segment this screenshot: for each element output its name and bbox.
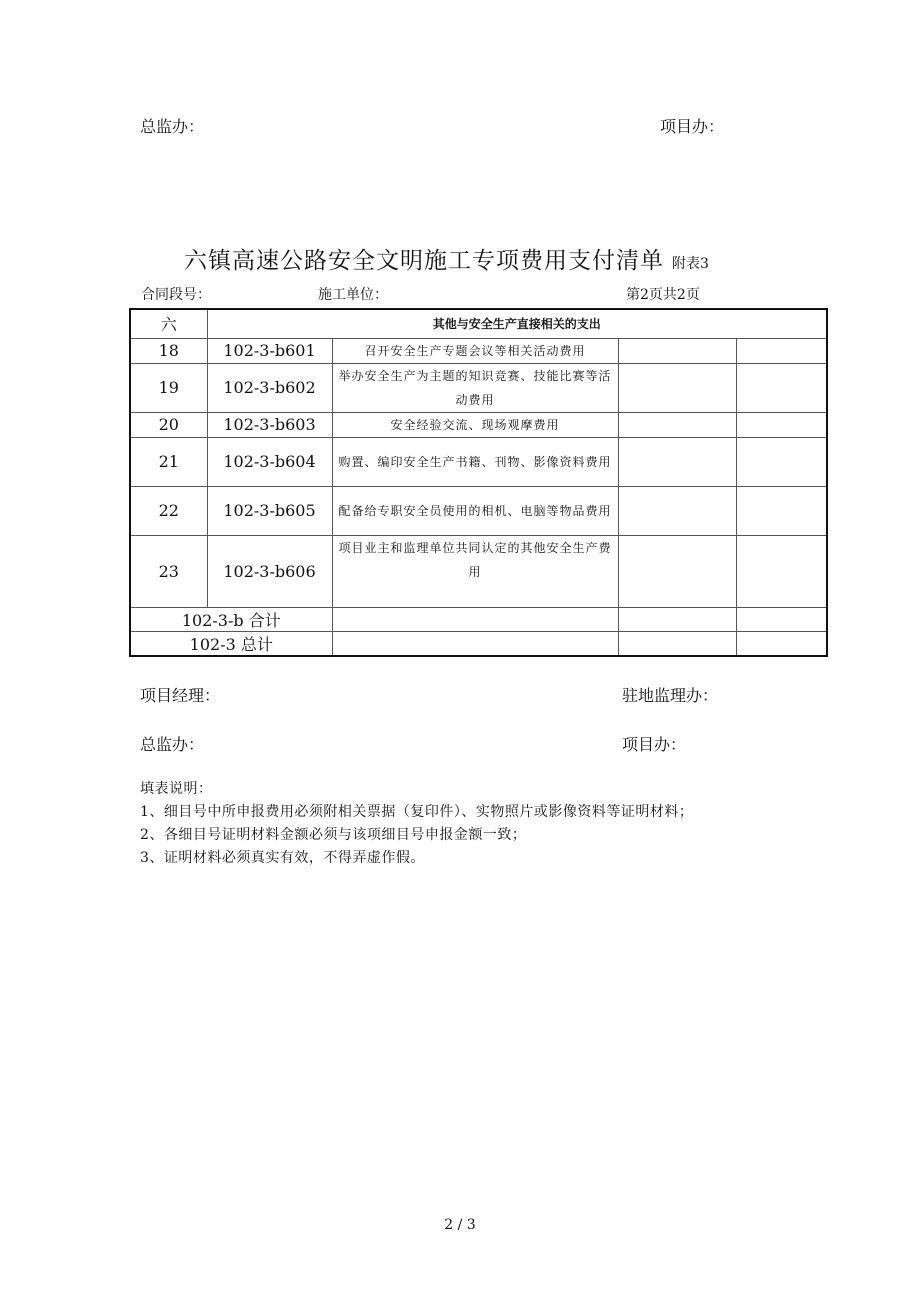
grand-total-label: 102-3 总计 bbox=[130, 631, 332, 656]
project-manager-label: 项目经理： bbox=[140, 686, 221, 705]
table-row bbox=[130, 486, 827, 535]
table-row bbox=[130, 338, 827, 363]
grand-total-remark-cell[interactable] bbox=[736, 631, 827, 656]
section-title: 其他与安全生产直接相关的支出 bbox=[207, 309, 827, 338]
item-code: 102-3-b601 bbox=[207, 338, 332, 363]
table-row bbox=[130, 412, 827, 437]
contract-section-label: 合同段号： bbox=[141, 287, 211, 303]
row-number: 21 bbox=[130, 437, 207, 486]
subtotal-row bbox=[130, 607, 827, 631]
note-item: 2、各细目号证明材料金额必须与该项细目号申报金额一致； bbox=[140, 827, 527, 843]
amount-cell[interactable] bbox=[618, 363, 736, 412]
title-attachment: 附表3 bbox=[672, 256, 709, 272]
section-number: 六 bbox=[130, 309, 207, 338]
resident-supervisor-label: 驻地监理办： bbox=[622, 686, 719, 705]
item-code: 102-3-b605 bbox=[207, 486, 332, 535]
amount-cell[interactable] bbox=[618, 338, 736, 363]
amount-cell[interactable] bbox=[618, 412, 736, 437]
project-office-label: 项目办： bbox=[622, 735, 687, 754]
amount-cell[interactable] bbox=[618, 535, 736, 607]
item-description: 配备给专职安全员使用的相机、电脑等物品费用 bbox=[332, 486, 618, 535]
section-header-row bbox=[130, 309, 827, 338]
amount-cell[interactable] bbox=[618, 437, 736, 486]
row-number: 19 bbox=[130, 363, 207, 412]
fill-instructions bbox=[140, 778, 693, 870]
page-footer: 2 / 3 bbox=[444, 1217, 476, 1233]
amount-cell[interactable] bbox=[618, 486, 736, 535]
item-code: 102-3-b604 bbox=[207, 437, 332, 486]
note-item: 1、细目号中所申报费用必须附相关票据（复印件）、实物照片或影像资料等证明材料； bbox=[140, 804, 694, 820]
item-code: 102-3-b602 bbox=[207, 363, 332, 412]
row-number: 18 bbox=[130, 338, 207, 363]
item-code: 102-3-b603 bbox=[207, 412, 332, 437]
subtotal-amount-cell[interactable] bbox=[618, 607, 736, 631]
row-number: 23 bbox=[130, 535, 207, 607]
item-description: 举办安全生产为主题的知识竞赛、技能比赛等活动费用 bbox=[332, 363, 618, 412]
remark-cell[interactable] bbox=[736, 412, 827, 437]
remark-cell[interactable] bbox=[736, 535, 827, 607]
table-row bbox=[130, 437, 827, 486]
remark-cell[interactable] bbox=[736, 338, 827, 363]
remark-cell[interactable] bbox=[736, 437, 827, 486]
table-row bbox=[130, 535, 827, 607]
item-description: 项目业主和监理单位共同认定的其他安全生产费用 bbox=[332, 535, 618, 607]
row-number: 20 bbox=[130, 412, 207, 437]
notes-heading: 填表说明： bbox=[140, 781, 213, 797]
remark-cell[interactable] bbox=[736, 486, 827, 535]
document-title bbox=[184, 242, 709, 275]
note-item: 3、证明材料必须真实有效，不得弄虚作假。 bbox=[140, 850, 425, 866]
grand-total-row bbox=[130, 631, 827, 656]
top-chief-supervisor-label: 总监办： bbox=[140, 117, 205, 136]
grand-total-amount-cell[interactable] bbox=[618, 631, 736, 656]
item-description: 召开安全生产专题会议等相关活动费用 bbox=[332, 338, 618, 363]
title-main: 六镇高速公路安全文明施工专项费用支付清单 bbox=[184, 248, 664, 274]
top-project-office-label: 项目办： bbox=[660, 117, 725, 136]
page-indicator: 第2页共2页 bbox=[626, 287, 700, 303]
row-number: 22 bbox=[130, 486, 207, 535]
remark-cell[interactable] bbox=[736, 363, 827, 412]
construction-unit-label: 施工单位： bbox=[318, 287, 388, 303]
subtotal-desc-cell bbox=[332, 607, 618, 631]
item-code: 102-3-b606 bbox=[207, 535, 332, 607]
subtotal-remark-cell[interactable] bbox=[736, 607, 827, 631]
item-description: 购置、编印安全生产书籍、刊物、影像资料费用 bbox=[332, 437, 618, 486]
table-row bbox=[130, 363, 827, 412]
payment-table bbox=[129, 308, 828, 657]
subtotal-label: 102-3-b 合计 bbox=[130, 607, 332, 631]
grand-total-desc-cell bbox=[332, 631, 618, 656]
item-description: 安全经验交流、现场观摩费用 bbox=[332, 412, 618, 437]
chief-supervisor-label: 总监办： bbox=[140, 735, 205, 754]
